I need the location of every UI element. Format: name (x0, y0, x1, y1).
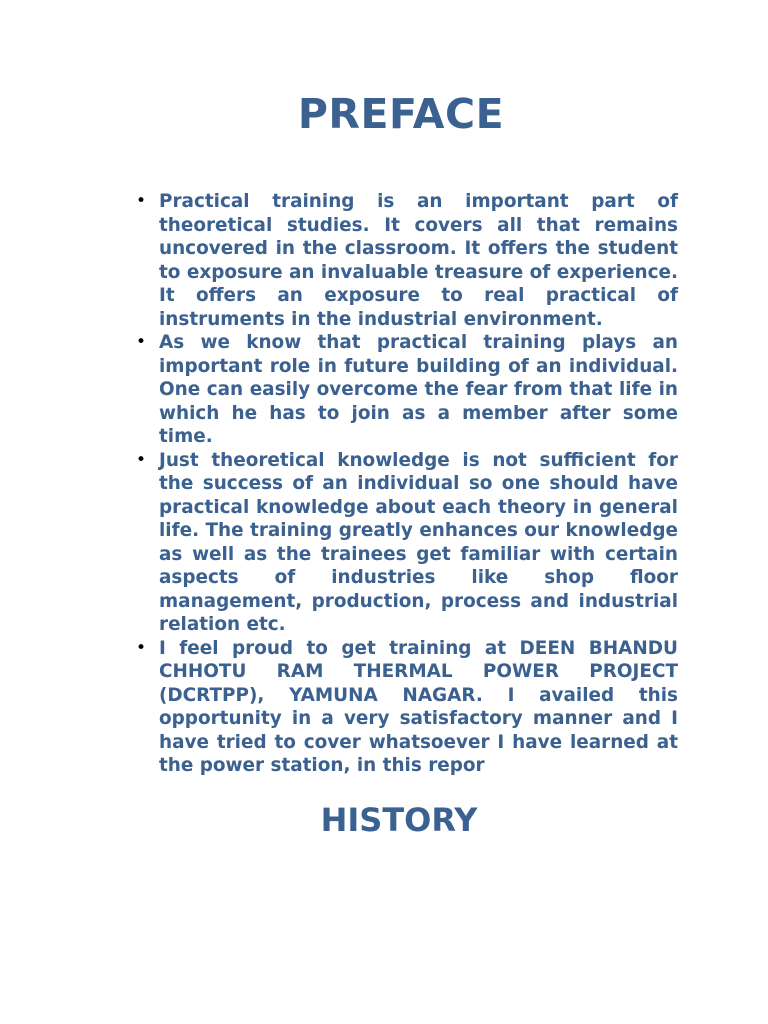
list-item (135, 637, 678, 778)
page-title: PREFACE (297, 90, 505, 138)
bullet-icon: • (135, 332, 147, 352)
list-item (135, 449, 678, 637)
section-heading: HISTORY (320, 801, 478, 839)
list-item (135, 331, 678, 449)
paragraph-text: As we know that practical training plays an important role in future building of an individual. One can easily overcome the fear from that life in which he has to join as a member after some time. (159, 332, 678, 447)
bullet-list (135, 190, 678, 778)
paragraph-text: Just theoretical knowledge is not sufficient for the success of an individual so one should have practical knowledge about each theory in general life. The training greatly enhances our knowledge as well as the trainees get familiar with certain aspects of industries like shop floor management, production, process and industrial relation etc. (159, 449, 678, 635)
list-item (135, 190, 678, 331)
bullet-icon: • (135, 191, 147, 211)
bullet-icon: • (135, 449, 147, 470)
paragraph-text: I feel proud to get training at DEEN BHANDU CHHOTU RAM THERMAL POWER PROJECT (DCRTPP), YAMUNA NAGAR. I availed this opportunity in a very satisfactory manner and I have tried to cover whatsoever I have learned at the power station, in this repor (159, 637, 678, 776)
paragraph-text: Practical training is an important part of theoretical studies. It covers all that remains uncovered in the classroom. It offers the student to exposure an invaluable treasure of experience. It offers an exposure to real practical of instruments in the industrial environment. (159, 191, 678, 330)
bullet-icon: • (135, 637, 147, 658)
